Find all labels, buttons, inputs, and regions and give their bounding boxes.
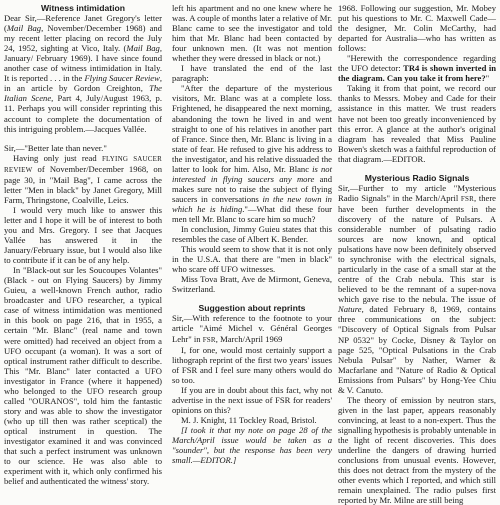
text-run: , November/December 1968) and my recent letter placing on record the July 24, 1952, sighting at Vico, Italy. ( (4, 23, 162, 54)
magazine-abbrev: FSR (460, 194, 474, 203)
spacer (338, 164, 496, 173)
letter-bratt-continued: left his apartment and no one knew where he was. A couple of months later a relative of Mr. Blanc came to see the investigator and told him that Mr. Blanc had been contacted by four unknown men. (It was not mention whether they were dressed in black or not.) (172, 3, 332, 64)
text-run: and makes sure not to raise the subject of flying saucers in conversations (172, 173, 332, 204)
text-run: "Herewith the correspondence regarding the UFO detector: (338, 53, 496, 74)
text-run: , January/ February 1969). I have since found another case of witness intimidation in Italy. It is reported . . . in the (4, 43, 162, 84)
letter-radio-paragraph: The theory of emission by neutron stars, given in the last paper, appears reasonably convincing, at least to a non-expert. Thus the signalling hypothesis is probably untenable in the light of recent discoveries. This does underline the dangers of drawing hurried conclusions from unusual events. However, this does not detract from the mystery of the other events which I reported, and which still remain unexplained. The radio pulses first reported by Mr. Milne are still being (338, 394, 496, 505)
letter-vallee-body (4, 13, 162, 134)
signature-knight: M. J. Knight, 11 Tockley Road, Bristol. (181, 414, 317, 425)
text-run: in the new town in which he is hiding (172, 193, 332, 214)
spacer (172, 294, 332, 303)
text-run: Sir,—With reference to the footnote to your article "Aimé Michel v. Général Georges Lehr" in (172, 313, 332, 344)
text-run: The Italian Scene (4, 83, 162, 104)
editor-reply-quote (338, 53, 496, 83)
letter-bratt-paragraph: In "Black-out sur les Soucoupes Volantes" (Black - out on Flying Saucers) by Jimmy Guieu, a well-known French author, radio broadcaster and UFO researcher, a typical case of witness intimidation was mentioned in this book on page 216, that in 1955, a certain "Mr. Blanc" (real name and town were omitted) had received an object from a UFO occupant (a woman). It was a sort of optical instrument rather difficult to describe. This "Mr. Blanc" later contacted a UFO investigator in France (where it happened) who belonged to the UFO research group called "OURANOS", told him the fantastic story and was able to show the investigator (who up till then was rather sceptical) the optical instrument in question. The investigator examined it and was convinced that such a perfect instrument was unknown to our science. He was also able to experiment with it, which only confirmed his belief and authenticated the witness' story. (4, 265, 162, 487)
text-run: Having only just read (13, 152, 102, 163)
letter-knight-paragraph: If you are in doubt about this fact, why not advertise in the next issue of FSR for readers' opinions on this? (172, 384, 332, 415)
letter-bratt-paragraph: In conclusion, Jimmy Guieu states that this resembles the case of Albert K. Bender. (172, 224, 332, 245)
text-run: Dear Sir,—Reference Janet Gregory's letter ( (4, 13, 162, 34)
letter-knight-paragraph: I, for one, would most certainly support a lithograph reprint of the first two years' issues of FSR and I feel sure many others would do so too. (172, 344, 332, 385)
magazine-abbrev: FSR (202, 335, 216, 344)
spacer (4, 134, 162, 143)
letter-bratt-paragraph: This would seem to show that it is not only in the U.S.A. that there are "men in black" who scare off UFO witnesses. (172, 244, 332, 275)
editor-note (172, 425, 332, 465)
text-run: Mail Bag (126, 43, 160, 54)
column-1 (4, 3, 162, 500)
magazine-name-smallcaps: FLYING SAUCER REVIEW (4, 154, 163, 174)
editor-reply-paragraph: 1968. Following our suggestion, Mr. Mobey put his questions to Mr. C. Maxwell Cade—the designer, Mr. Colin McCarthy, had departed for Australia—who has written as follows: (338, 3, 496, 54)
text-run: Mail Bag (6, 23, 42, 34)
letter-bratt-paragraph: I would very much like to answer this letter and I hope it will be of interest to both you and Mrs. Gregory. I see that Jacques Vallée has answered it in the January/February issue, but I would also like to contribute if it can be of any help. (4, 204, 162, 266)
letter-bratt-quote (172, 83, 332, 224)
text-run: , in an article by Gordon Creighton, (4, 73, 162, 94)
text-run: [I took it that my note on page 28 of the March/April issue would be taken as a "sounder", but the response has been very small.—EDITOR.] (172, 424, 332, 466)
text-run: " (485, 73, 490, 84)
text-run: Flying Saucer Review (84, 73, 160, 84)
text-run: , dated February 8, 1969, contains three communications on the subject: "Discovery of Optical Signals from Pulsar NP 0532" by Cocke, Disney & Taylor on page 525, "Optical Pulsations in the Crab Nebula Pulsar" by Nather, Warner & Macfarlane and "Nature of Radio & Optical Emissions from Pulsars" by Hong-Yee Chiu & V. Canuto. (338, 304, 496, 395)
column-3 (338, 3, 496, 505)
letter-radio-paragraph (338, 183, 496, 395)
text-run-bold: TR4 is shown inverted in the diagram. Can you take it from here? (338, 63, 496, 84)
text-run: , March/April 1969 (215, 333, 283, 344)
signature-vallee: —Jacques Vallée. (85, 123, 147, 134)
heading-suggestion-about-reprints: Suggestion about reprints (198, 303, 306, 314)
text-run: Sir,—Further to my article "Mysterious Radio Signals" in the March/April (338, 182, 496, 203)
letter-bratt-paragraph (4, 153, 162, 205)
signature-bratt: Miss Tova Bratt, Ave de Mirmont, Geneva, Switzerland. (172, 274, 332, 295)
letter-knight-paragraph (172, 313, 332, 344)
text-run: is not interested in flying saucers any more (172, 163, 332, 184)
letter-bratt-paragraph: I have translated the end of the last paragraph: (172, 63, 332, 84)
text-run: of November/December 1968, on page 30, in "Mail Bag", I came across the letter "Men in black" by Janet Gregory, Mill Farm, Thringstone, Coalville, Leics. (4, 163, 162, 205)
text-run: , Part 4, July/August 1963, p. 11. Perhaps you will consider reprinting this account to complete the documentation of this intriguing problem. (4, 93, 162, 134)
text-run: Nature (338, 304, 362, 315)
text-run: ."—What did these four men tell Mr. Blanc to scare him so much? (172, 203, 333, 224)
column-2 (172, 3, 332, 500)
heading-witness-intimidation: Witness intimidation (41, 3, 125, 13)
text-run: , there have been further developments in the discovery of the nature of Pulsars. A considerable number of pulsating radio sources are now known, and optical pulsations have now been definitely observed to synchronise with the electrical signals, particularly in the case of a small star at the centre of the Crab nebula. This star is believed to be the remnant of a super-nova which gave rise to the nebula. The issue of (338, 192, 496, 305)
heading-mysterious-radio-signals: Mysterious Radio Signals (364, 172, 470, 183)
editor-reply-paragraph: Taking it from that point, we record our thanks to Messrs. Mobey and Cade for their assistance in this matter. We trust readers have not been too greatly inconvenienced by this error. A glance at the author's original diagram has revealed that Miss Pauline Bowen's sketch was a faithful reproduction of that diagram.—EDITOR. (338, 83, 496, 164)
letter-bratt-salutation: Sir,—"Better late than never." (4, 142, 107, 153)
text-run: "After the departure of the mysterious visitors, Mr. Blanc was at a complete loss. Frightened, he disappeared the next morning, abandoning the town he lived in and went straight to one of his relatives in another part of France. Since then, Mr. Blanc is living in a state of fear. He refused to give his address to the investigator, and his relative dissuaded the latter to look for him. Also, Mr. Blanc (172, 83, 332, 174)
